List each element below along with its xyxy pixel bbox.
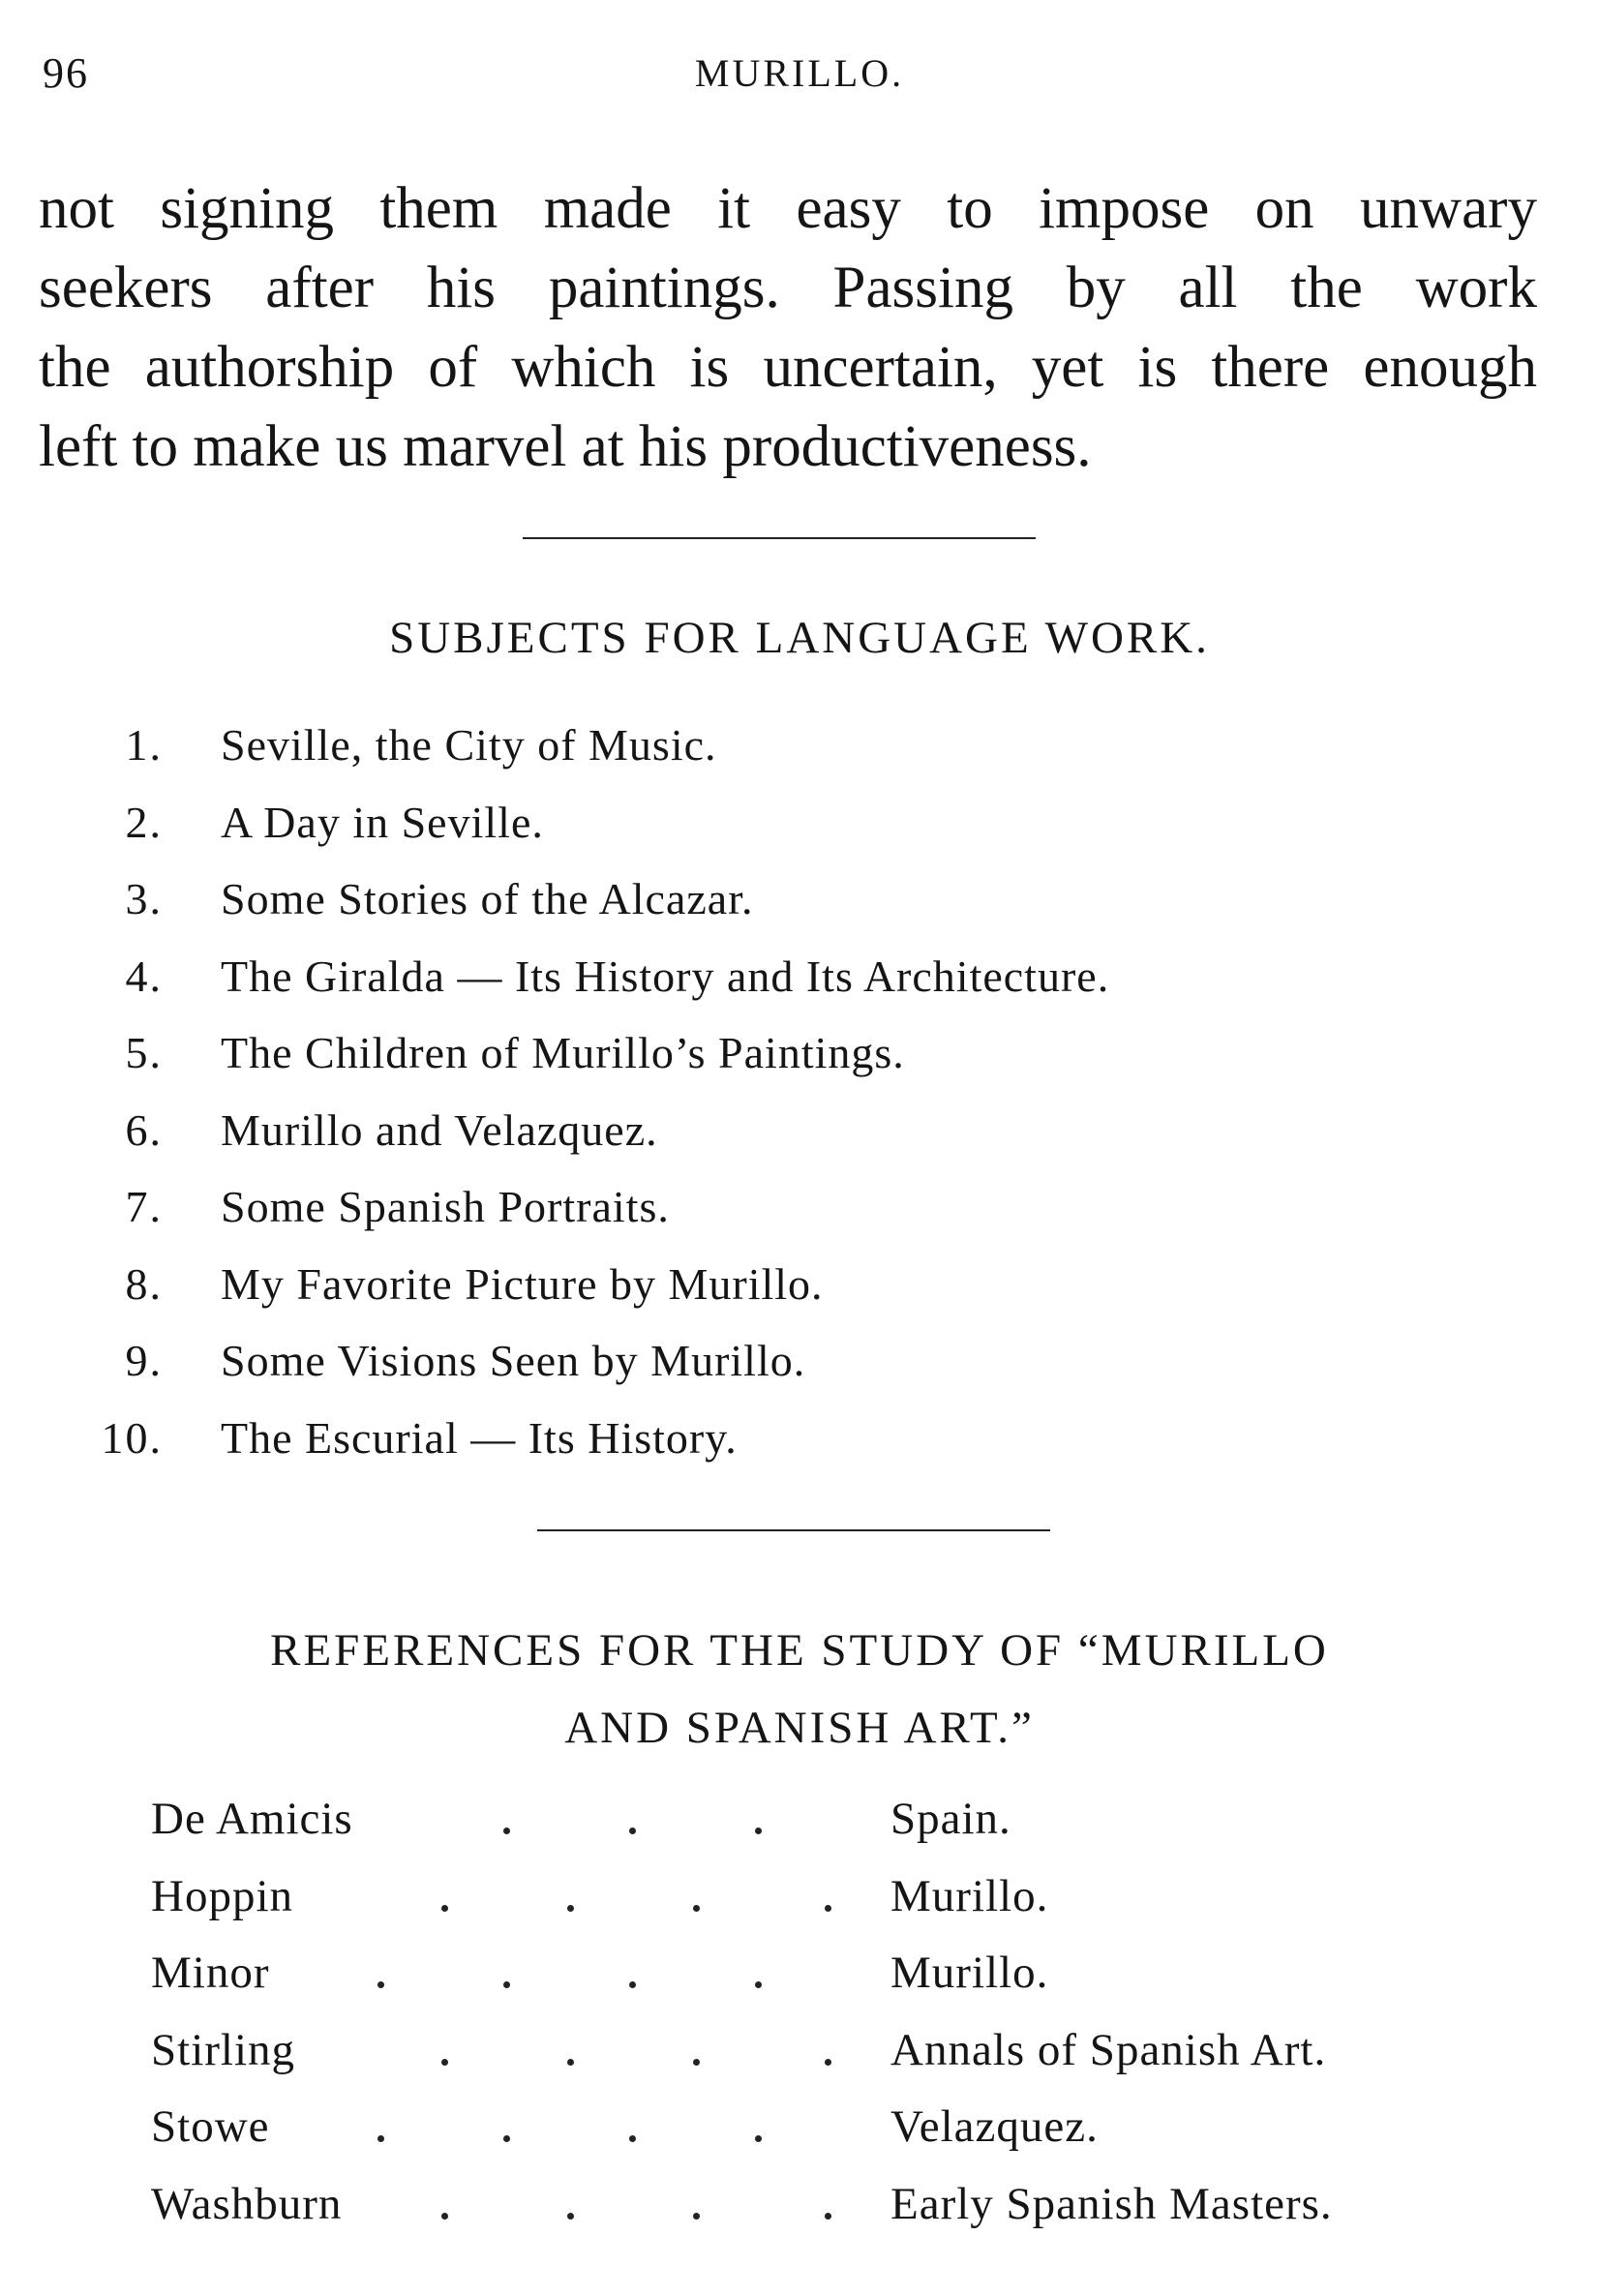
section-divider [537, 1529, 1050, 1531]
dot-leader [407, 2089, 852, 2166]
item-number: 2. [125, 797, 163, 847]
leader-dot [755, 1828, 762, 1834]
leader-dot [503, 2135, 510, 2142]
leader-dot [441, 2059, 448, 2066]
reference-author: Hoppin [151, 1870, 293, 1921]
paragraph-line: the authorship of which is uncertain, yet is there enough [39, 335, 1537, 400]
item-number: 10. [101, 1412, 163, 1463]
reference-row [0, 2089, 1599, 2166]
reference-title: Early Spanish Masters. [890, 2178, 1333, 2229]
item-number: 8. [125, 1258, 163, 1309]
paragraph-line: seekers after his paintings. Passing by all the work [39, 256, 1537, 320]
dot-leader [407, 2166, 852, 2244]
leader-dot [567, 1905, 574, 1912]
leader-dot [755, 2135, 762, 2142]
item-text: Some Spanish Portraits. [221, 1182, 670, 1231]
list-item [0, 784, 1599, 861]
reference-row [0, 2012, 1599, 2090]
dot-leader [407, 1858, 852, 1936]
paragraph-line: left to make us marvel at his productiveness. [39, 414, 1092, 479]
running-title: MURILLO. [694, 51, 905, 95]
item-text: Some Visions Seen by Murillo. [221, 1336, 806, 1385]
item-text: A Day in Seville. [221, 797, 544, 847]
leader-dot [629, 1828, 636, 1834]
references-heading-line: REFERENCES FOR THE STUDY OF “MURILLO [270, 1625, 1329, 1676]
dot-leader [407, 2012, 852, 2090]
leader-dot [693, 2213, 700, 2220]
reference-author: Washburn [151, 2178, 343, 2229]
subjects-heading: SUBJECTS FOR LANGUAGE WORK. [389, 613, 1210, 663]
list-item [0, 707, 1599, 784]
leader-dot [825, 2059, 831, 2066]
reference-row [0, 2166, 1599, 2244]
list-item [0, 1322, 1599, 1400]
list-item [0, 1400, 1599, 1477]
references-list [0, 1781, 1599, 2243]
leader-dot [441, 2213, 448, 2220]
dot-leader [407, 1935, 852, 2012]
item-text: Murillo and Velazquez. [221, 1104, 658, 1155]
reference-title: Annals of Spanish Art. [890, 2024, 1327, 2075]
item-number: 6. [125, 1104, 163, 1155]
leader-dot [567, 2213, 574, 2220]
item-number: 7. [125, 1182, 163, 1231]
leader-dot [629, 2135, 636, 2142]
list-item [0, 938, 1599, 1015]
item-text: The Giralda — Its History and Its Architecture. [221, 951, 1110, 1001]
paragraph-line: not signing them made it easy to impose on unwary [39, 176, 1537, 241]
reference-row [0, 1781, 1599, 1858]
list-item [0, 1014, 1599, 1092]
list-item [0, 861, 1599, 938]
item-number: 1. [125, 720, 163, 770]
leader-dot [441, 1905, 448, 1912]
leader-dot [693, 1905, 700, 1912]
leader-dot [755, 1981, 762, 1988]
item-number: 9. [125, 1336, 163, 1385]
reference-author: Stirling [151, 2024, 296, 2075]
leader-dot [377, 1981, 384, 1988]
item-number: 4. [125, 951, 163, 1001]
item-text: The Children of Murillo’s Paintings. [221, 1028, 905, 1077]
list-item [0, 1092, 1599, 1169]
reference-row [0, 1935, 1599, 2012]
dot-leader [407, 1781, 852, 1858]
leader-dot [567, 2059, 574, 2066]
item-number: 3. [125, 874, 163, 923]
leader-dot [629, 1981, 636, 1988]
list-item [0, 1246, 1599, 1323]
leader-dot [503, 1828, 510, 1834]
reference-row [0, 1858, 1599, 1936]
section-divider [523, 537, 1036, 539]
reference-author: De Amicis [151, 1794, 353, 1844]
leader-dot [825, 2213, 831, 2220]
list-item [0, 1168, 1599, 1246]
leader-dot [693, 2059, 700, 2066]
leader-dot [503, 1981, 510, 1988]
item-text: The Escurial — Its History. [221, 1412, 738, 1463]
references-heading-line: AND SPANISH ART.” [564, 1703, 1035, 1753]
reference-author: Stowe [151, 2101, 270, 2152]
reference-author: Minor [151, 1948, 270, 1998]
item-text: My Favorite Picture by Murillo. [221, 1258, 824, 1309]
reference-title: Velazquez. [890, 2101, 1099, 2152]
item-text: Some Stories of the Alcazar. [221, 874, 754, 923]
body-paragraph [39, 169, 1537, 487]
reference-title: Murillo. [890, 1948, 1049, 1998]
item-text: Seville, the City of Music. [221, 720, 717, 770]
reference-title: Spain. [890, 1794, 1011, 1844]
leader-dot [825, 1905, 831, 1912]
reference-title: Murillo. [890, 1870, 1049, 1921]
page-number: 96 [43, 49, 89, 97]
leader-dot [377, 2135, 384, 2142]
item-number: 5. [125, 1028, 163, 1077]
references-heading [0, 1612, 1599, 1767]
subjects-list [0, 707, 1599, 1476]
